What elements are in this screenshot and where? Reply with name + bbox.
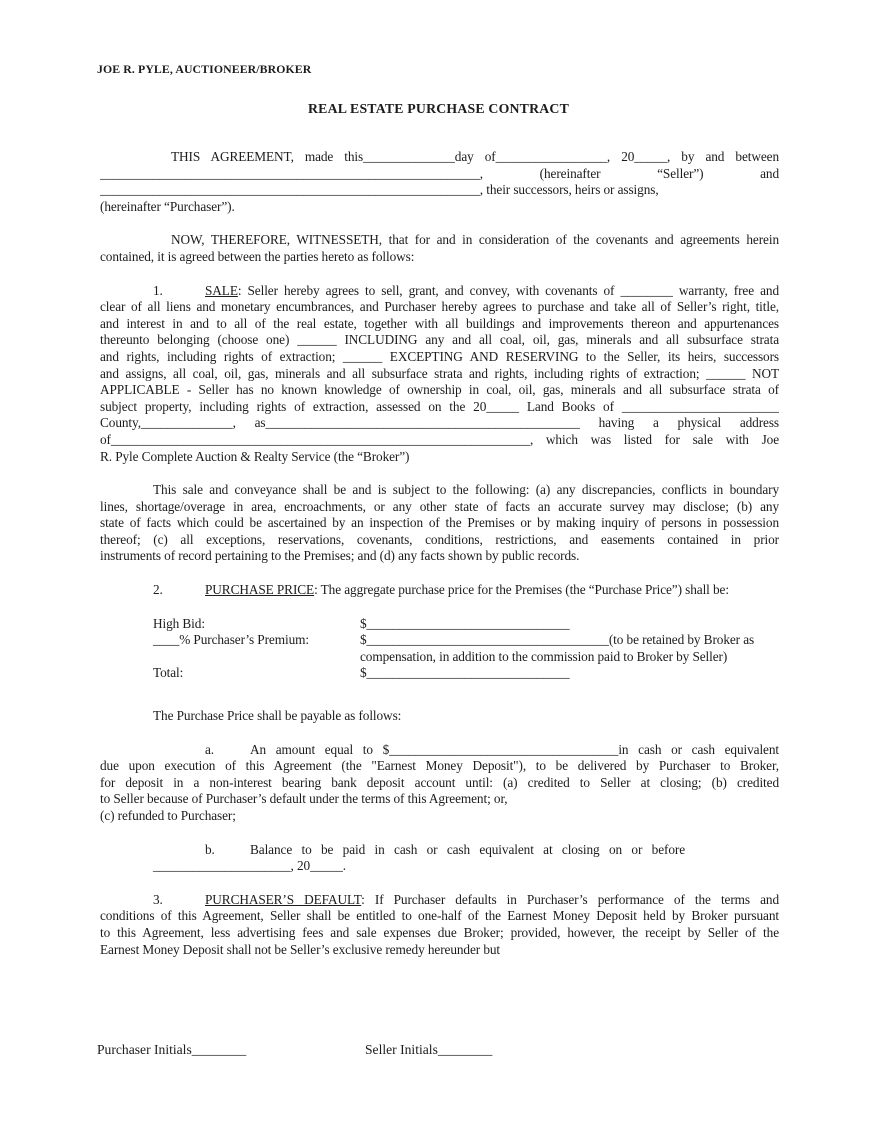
text-run: instruments of record pertaining to the Premises; and (d) any facts shown by public records.	[100, 548, 580, 564]
text-line	[100, 166, 779, 183]
text-run: An amount equal to $___________________________________in cash or cash equivalent	[250, 741, 779, 757]
text-run: APPLICABLE - Seller has no known knowledge of ownership in coal, oil, gas, minerals and all subsurface strata of	[100, 382, 779, 398]
text-run: $_______________________________	[360, 615, 570, 631]
item-b-balance	[100, 842, 779, 875]
conveyance-paragraph	[100, 482, 779, 565]
witnesseth-paragraph	[100, 232, 779, 265]
text-run: for deposit in a non-interest bearing bank deposit account until: (a) credited to Seller at closing; (b) credited	[100, 774, 779, 790]
text-line	[100, 349, 779, 366]
text-line	[100, 925, 779, 942]
text-run: (c) refunded to Purchaser;	[100, 808, 236, 823]
text-run: Earnest Money Deposit shall not be Seller’s exclusive remedy hereunder but	[100, 941, 501, 957]
text-line	[100, 449, 779, 466]
text-line	[100, 858, 779, 875]
text-line	[100, 199, 779, 216]
text-line	[100, 249, 779, 266]
text-run: _____________________, 20_____.	[153, 858, 347, 874]
item-a-earnest-money	[100, 742, 779, 825]
text-line	[100, 482, 779, 499]
text-line	[100, 415, 779, 432]
text-line	[100, 399, 779, 416]
text-run: contained, it is agreed between the parties hereto as follows:	[100, 248, 415, 264]
text-line	[100, 182, 779, 199]
text-run: state of facts which could be ascertained by an inspection of the Premises or by making inquiry of persons in possession	[100, 515, 779, 531]
text-line	[100, 149, 779, 166]
underlined-heading: SALE	[205, 282, 238, 298]
payable-intro-line	[100, 708, 779, 725]
document-title: REAL ESTATE PURCHASE CONTRACT	[308, 101, 569, 116]
text-run: to Seller because of Purchaser’s default under the terms of this Agreement; or,	[100, 791, 508, 807]
tab-marker: Total:	[153, 665, 184, 681]
text-run: Balance to be paid in cash or cash equivalent at closing on or before	[250, 841, 685, 857]
text-line	[100, 316, 779, 333]
text-run: subject property, including rights of extraction, assessed on the 20_____ Land Books of ________________________	[100, 398, 779, 414]
text-run: __________________________________________________________, (hereinafter “Seller”) and	[100, 165, 779, 181]
text-run: County,______________, as________________________________________________ having a physical address	[100, 415, 779, 431]
tab-marker: 2.	[153, 582, 163, 598]
text-line	[100, 892, 779, 909]
text-line	[100, 791, 779, 808]
tab-marker: High Bid:	[153, 615, 205, 631]
text-run: compensation, in addition to the commission paid to Broker by Seller)	[360, 648, 728, 664]
text-run: $_____________________________________(to be retained by Broker as	[360, 632, 755, 648]
text-line	[100, 299, 779, 316]
text-line	[100, 742, 779, 759]
text-run: : Seller hereby agrees to sell, grant, and convey, with covenants of ________ warranty, free and	[237, 282, 779, 298]
purchase-price-table	[100, 616, 779, 682]
text-run: $_______________________________	[360, 665, 570, 681]
text-line	[100, 332, 779, 349]
section-2-purchase-price-heading	[100, 582, 779, 599]
text-line	[100, 775, 779, 792]
text-line	[100, 665, 779, 682]
document-body	[100, 149, 779, 958]
text-line	[100, 515, 779, 532]
text-run: to this Agreement, less advertising fees and sale expenses due Broker; provided, however, the receipt by Seller of the	[100, 924, 779, 940]
text-run: and rights, including rights of extraction; ______ EXCEPTING AND RESERVING to the Seller, its heirs, successors	[100, 348, 779, 364]
text-run: lines, shortage/overage in area, encroachments, or any other state of facts an accurate survey may disclose; (b) any	[100, 498, 779, 514]
intro-paragraph	[100, 149, 779, 215]
initials-footer	[97, 1042, 492, 1058]
text-line	[100, 632, 779, 649]
text-run: clear of all liens and monetary encumbrances, and Purchaser hereby agrees to purchase and take all of Seller’s right, title,	[100, 299, 779, 315]
text-line	[100, 366, 779, 383]
broker-name-header: JOE R. PYLE, AUCTIONEER/BROKER	[97, 62, 312, 76]
text-line	[100, 532, 779, 549]
text-line	[100, 232, 779, 249]
text-line	[100, 808, 779, 825]
text-line	[100, 708, 779, 725]
text-line	[100, 842, 685, 859]
text-line	[100, 758, 779, 775]
underlined-heading: PURCHASE PRICE	[205, 582, 315, 598]
text-run: __________________________________________________________, their successors, heirs or assigns,	[100, 182, 659, 198]
text-run: and assigns, all coal, oil, gas, minerals and all subsurface strata and rights, including rights of extraction; ______ NOT	[100, 365, 779, 381]
text-run: THIS AGREEMENT, made this______________day of_________________, 20_____, by and between	[171, 149, 779, 164]
text-run: NOW, THEREFORE, WITNESSETH, that for and in consideration of the covenants and agreements herein	[171, 232, 779, 248]
text-line	[100, 548, 779, 565]
text-run: of________________________________________________________________, which was listed for sale with Joe	[100, 431, 779, 447]
text-line	[100, 582, 779, 599]
text-line	[100, 432, 779, 449]
text-run: thereof; (c) all exceptions, reservations, covenants, conditions, restrictions, and easements contained in prior	[100, 531, 779, 547]
tab-marker: 3.	[153, 891, 163, 907]
text-run: and interest in and to all of the real estate, together with all buildings and improvements thereon and appurtenances	[100, 315, 779, 331]
text-line	[100, 908, 779, 925]
text-run: : If Purchaser defaults in Purchaser’s performance of the terms and	[361, 891, 779, 907]
tab-marker: b.	[205, 841, 215, 857]
tab-marker: a.	[205, 741, 215, 757]
tab-marker: ____% Purchaser’s Premium:	[153, 632, 309, 648]
text-line	[100, 283, 779, 300]
text-run: : The aggregate purchase price for the Premises (the “Purchase Price”) shall be:	[314, 582, 729, 598]
seller-initials-line: Seller Initials________	[365, 1042, 493, 1057]
text-line	[100, 942, 779, 959]
text-line	[100, 382, 779, 399]
text-line	[100, 649, 779, 666]
section-1-sale	[100, 283, 779, 466]
text-run: R. Pyle Complete Auction & Realty Service (the “Broker”)	[100, 448, 410, 464]
tab-marker: 1.	[153, 282, 163, 298]
text-run: The Purchase Price shall be payable as follows:	[153, 708, 402, 724]
text-line	[100, 499, 779, 516]
text-run: conditions of this Agreement, Seller shall be entitled to one-half of the Earnest Money Deposit held by Broker pursuant	[100, 908, 779, 924]
text-run: (hereinafter “Purchaser”).	[100, 198, 235, 214]
text-line	[100, 616, 779, 633]
underlined-heading: PURCHASER’S DEFAULT	[205, 891, 362, 907]
text-run: thereunto belonging (choose one) ______ INCLUDING any and all coal, oil, gas, minerals and all subsurface strata	[100, 332, 779, 348]
section-3-purchasers-default	[100, 892, 779, 958]
purchaser-initials-line: Purchaser Initials________	[97, 1042, 247, 1057]
text-run: due upon execution of this Agreement (the "Earnest Money Deposit"), to be delivered by Purchaser to Broker,	[100, 758, 779, 774]
text-run: This sale and conveyance shall be and is subject to the following: (a) any discrepancies, conflicts in boundary	[153, 482, 779, 498]
